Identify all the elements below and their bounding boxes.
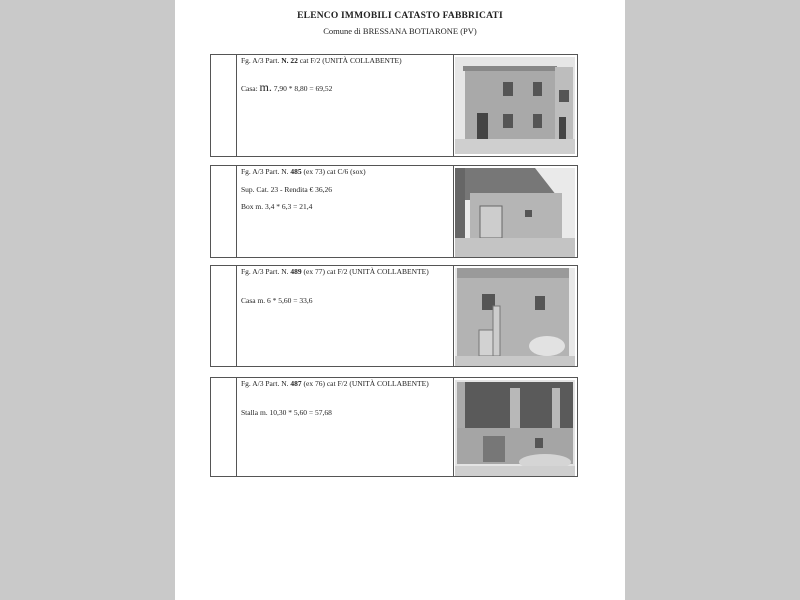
measurement-line: Casa: m. 7,90 * 8,80 = 69,52 <box>241 79 333 94</box>
measurement-line: Stalla m. 10,30 * 5,60 = 57,68 <box>241 407 332 417</box>
measurement-line: Casa m. 6 * 5,60 = 33,6 <box>241 295 313 305</box>
cadastral-reference: Fg. A/3 Part. N. 22 cat F/2 (UNITÀ COLLABENTE) <box>241 56 402 65</box>
property-entry-487 <box>210 377 578 477</box>
document-title: ELENCO IMMOBILI CATASTO FABBRICATI <box>297 11 503 21</box>
cadastral-income: Sup. Cat. 23 - Rendita € 36,26 <box>241 184 333 194</box>
photo-divider <box>453 166 454 257</box>
property-entry-22 <box>210 54 578 157</box>
barn-photo <box>455 380 575 476</box>
photo-divider <box>453 378 454 476</box>
column-divider <box>236 378 237 476</box>
house-photo <box>455 268 575 366</box>
column-divider <box>236 166 237 257</box>
cadastral-reference: Fg. A/3 Part. N. 489 (ex 77) cat F/2 (UNITÀ COLLABENTE) <box>241 267 429 276</box>
property-entry-485 <box>210 165 578 258</box>
column-divider <box>236 55 237 156</box>
photo-divider <box>453 266 454 366</box>
garage-photo <box>455 168 575 257</box>
cadastral-reference: Fg. A/3 Part. N. 487 (ex 76) cat F/2 (UNITÀ COLLABENTE) <box>241 379 429 388</box>
cadastral-reference: Fg. A/3 Part. N. 485 (ex 73) cat C/6 (sox) <box>241 167 366 176</box>
measurement-line: Box m. 3,4 * 6,3 = 21,4 <box>241 202 313 211</box>
column-divider <box>236 266 237 366</box>
house-photo <box>455 57 575 154</box>
photo-divider <box>453 55 454 156</box>
document-page <box>175 0 625 600</box>
document-subtitle: Comune di BRESSANA BOTIARONE (PV) <box>323 26 477 36</box>
property-entry-489 <box>210 265 578 367</box>
